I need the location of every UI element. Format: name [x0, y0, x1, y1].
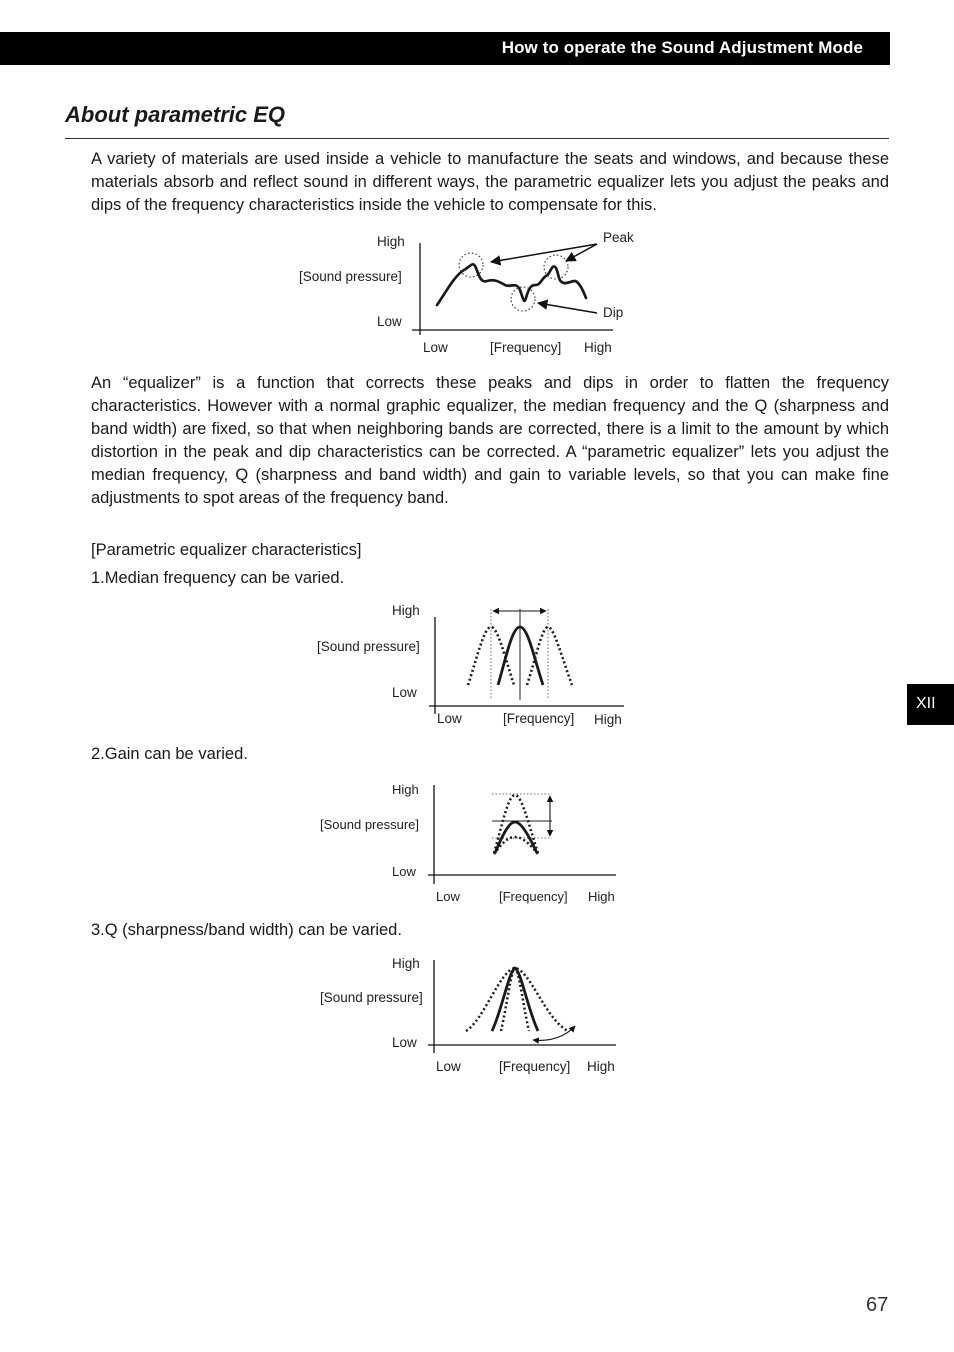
characteristic-item-gain: 2.Gain can be varied.: [91, 745, 248, 763]
dip-callout-label: Dip: [603, 305, 624, 320]
gain-x-low-label: Low: [436, 889, 460, 904]
median-x-axis-label: [Frequency]: [503, 711, 575, 726]
q-x-low-label: Low: [436, 1059, 461, 1074]
response-y-low-label: Low: [377, 314, 402, 329]
q-curve-wide: [466, 968, 568, 1031]
q-y-high-label: High: [392, 956, 420, 971]
median-y-low-label: Low: [392, 685, 417, 700]
gain-x-high-label: High: [588, 889, 615, 904]
response-x-axis-label: [Frequency]: [490, 340, 562, 355]
q-curve-narrow: [501, 968, 529, 1031]
intro-paragraph: A variety of materials are used inside a vehicle to manufacture the seats and windows, and because these materials absorb and reflect sound in different ways, the parametric equalizer lets you adjust the peaks and dips of the frequency characteristics inside the vehicle to compensate for this.: [91, 150, 889, 214]
q-curve-center: [492, 968, 538, 1031]
response-x-high-label: High: [584, 340, 612, 355]
median-y-axis-label: [Sound pressure]: [317, 639, 420, 654]
median-y-high-label: High: [392, 603, 420, 618]
header-title: How to operate the Sound Adjustment Mode: [501, 38, 863, 57]
characteristic-item-q: 3.Q (sharpness/band width) can be varied.: [91, 921, 402, 939]
equalizer-paragraph: An “equalizer” is a function that corrects these peaks and dips in order to flatten the frequency characteristics. However with a normal graphic equalizer, the median frequency and the Q (sharpness and band width) are fixed, so that when neighboring bands are corrected, there is a limit to the amount by which distortion in the peak and dip characteristics can be corrected. A “parametric equalizer” lets you adjust the median frequency, Q (sharpness and band width) and gain to variable levels, so that you can make fine adjustments to spot areas of the frequency band.: [91, 374, 889, 507]
response-y-high-label: High: [377, 234, 405, 249]
chapter-tab: [907, 684, 954, 725]
chapter-tab-label: XII: [916, 695, 936, 712]
q-width-arrow: [533, 1026, 575, 1040]
peak-callout-label: Peak: [603, 230, 634, 245]
median-x-high-label: High: [594, 712, 622, 727]
q-y-low-label: Low: [392, 1035, 417, 1050]
q-x-high-label: High: [587, 1059, 615, 1074]
gain-y-low-label: Low: [392, 864, 416, 879]
characteristics-heading: [Parametric equalizer characteristics]: [91, 541, 362, 559]
section-title: About parametric EQ: [65, 102, 286, 127]
page-number: 67: [866, 1294, 889, 1316]
characteristic-item-median: 1.Median frequency can be varied.: [91, 569, 345, 587]
gain-y-high-label: High: [392, 782, 419, 797]
gain-x-axis-label: [Frequency]: [499, 889, 568, 904]
gain-y-axis-label: [Sound pressure]: [320, 817, 420, 832]
q-y-axis-label: [Sound pressure]: [320, 990, 423, 1005]
median-x-low-label: Low: [437, 711, 462, 726]
response-x-low-label: Low: [423, 340, 448, 355]
response-y-axis-label: [Sound pressure]: [299, 269, 402, 284]
q-x-axis-label: [Frequency]: [499, 1059, 571, 1074]
